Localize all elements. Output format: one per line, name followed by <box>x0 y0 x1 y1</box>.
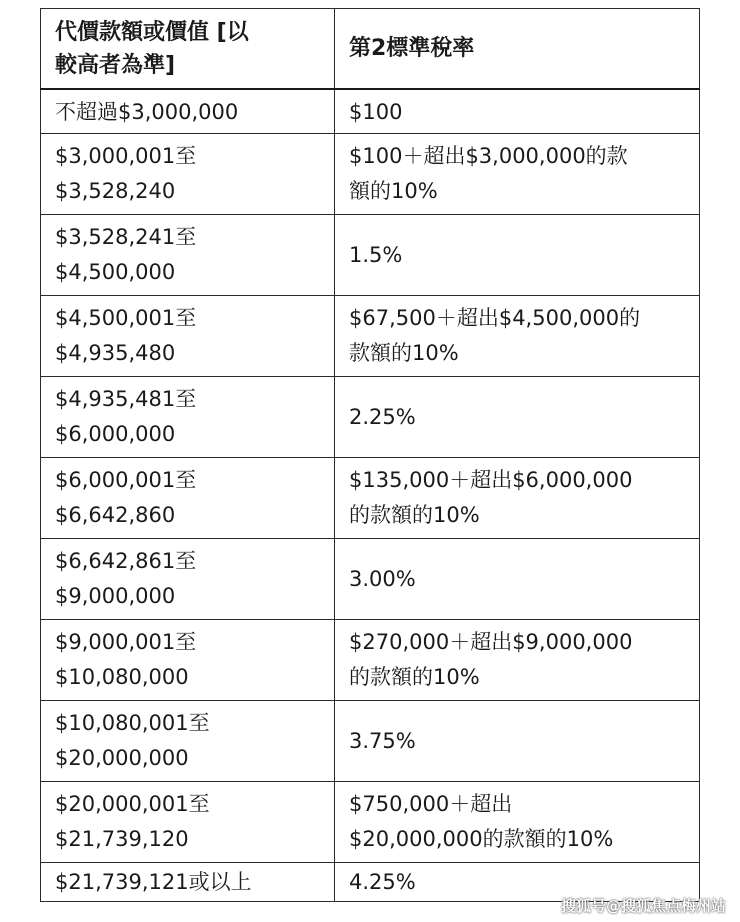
value-cell <box>41 134 335 215</box>
value-cell <box>41 377 335 458</box>
value-text: $9,000,001至 <box>55 630 197 654</box>
rate-cell <box>335 701 700 782</box>
rate-cell <box>335 215 700 296</box>
rate-text: 3.00% <box>349 566 416 591</box>
value-text: $10,080,001至 <box>55 711 210 735</box>
rate-text: $20,000,000的款額的10% <box>349 827 614 851</box>
value-text: $4,935,481至 <box>55 387 197 411</box>
value-cell <box>41 701 335 782</box>
table-header-row <box>41 9 700 90</box>
rate-text: 額的10% <box>349 179 438 203</box>
rate-text: $100＋超出$3,000,000的款 <box>349 144 628 168</box>
value-text: $4,935,480 <box>55 341 176 365</box>
value-text: $21,739,120 <box>55 827 189 851</box>
table-row <box>41 89 700 134</box>
header-scale2-rate <box>335 9 700 90</box>
watermark-text: 搜狐号@搜狐焦点梅州站 <box>560 897 726 915</box>
value-text: 不超過$3,000,000 <box>55 99 239 124</box>
header-consideration-value-line1: 代價款額或價值 [以 <box>55 19 249 45</box>
value-text: $6,000,000 <box>55 422 176 446</box>
value-text: $10,080,000 <box>55 665 189 689</box>
value-text: $3,528,240 <box>55 179 176 203</box>
rate-text: 1.5% <box>349 242 403 267</box>
table-row <box>41 215 700 296</box>
rate-text: $67,500＋超出$4,500,000的 <box>349 306 641 330</box>
stamp-duty-table <box>40 8 700 902</box>
table-row <box>41 377 700 458</box>
value-text: $4,500,000 <box>55 260 176 284</box>
value-cell <box>41 539 335 620</box>
value-text: $21,739,121或以上 <box>55 870 252 894</box>
rate-text: $135,000＋超出$6,000,000 <box>349 468 633 492</box>
value-cell <box>41 89 335 134</box>
value-cell <box>41 620 335 701</box>
value-cell <box>41 215 335 296</box>
rate-text: 4.25% <box>349 870 416 894</box>
value-cell <box>41 863 335 902</box>
rate-text: 2.25% <box>349 404 416 429</box>
header-scale2-rate-text: 第2標準稅率 <box>349 36 475 61</box>
value-text: $6,000,001至 <box>55 468 197 492</box>
rate-cell <box>335 539 700 620</box>
rate-text: $100 <box>349 99 403 124</box>
table-row <box>41 701 700 782</box>
value-cell <box>41 458 335 539</box>
rate-cell <box>335 89 700 134</box>
value-text: $6,642,860 <box>55 503 176 527</box>
header-consideration-value-line2: 較高者為準] <box>55 52 176 78</box>
rate-cell <box>335 296 700 377</box>
rate-text: 的款額的10% <box>349 503 480 527</box>
value-text: $3,000,001至 <box>55 144 197 168</box>
table-row <box>41 782 700 863</box>
rate-cell <box>335 620 700 701</box>
value-text: $3,528,241至 <box>55 225 197 249</box>
rate-cell <box>335 458 700 539</box>
rate-cell <box>335 782 700 863</box>
rate-text: $270,000＋超出$9,000,000 <box>349 630 633 654</box>
rate-text: 3.75% <box>349 728 416 753</box>
rate-cell <box>335 134 700 215</box>
rate-text: 的款額的10% <box>349 665 480 689</box>
value-cell <box>41 296 335 377</box>
value-text: $20,000,001至 <box>55 792 210 816</box>
value-cell <box>41 782 335 863</box>
rate-text: $750,000＋超出 <box>349 792 513 816</box>
table-row <box>41 539 700 620</box>
table-row <box>41 458 700 539</box>
table-row <box>41 134 700 215</box>
rate-text: 款額的10% <box>349 341 459 365</box>
value-text: $6,642,861至 <box>55 549 197 573</box>
header-consideration-value <box>41 9 335 90</box>
table-row <box>41 296 700 377</box>
value-text: $9,000,000 <box>55 584 176 608</box>
rate-cell <box>335 377 700 458</box>
table-row <box>41 620 700 701</box>
value-text: $20,000,000 <box>55 746 189 770</box>
value-text: $4,500,001至 <box>55 306 197 330</box>
